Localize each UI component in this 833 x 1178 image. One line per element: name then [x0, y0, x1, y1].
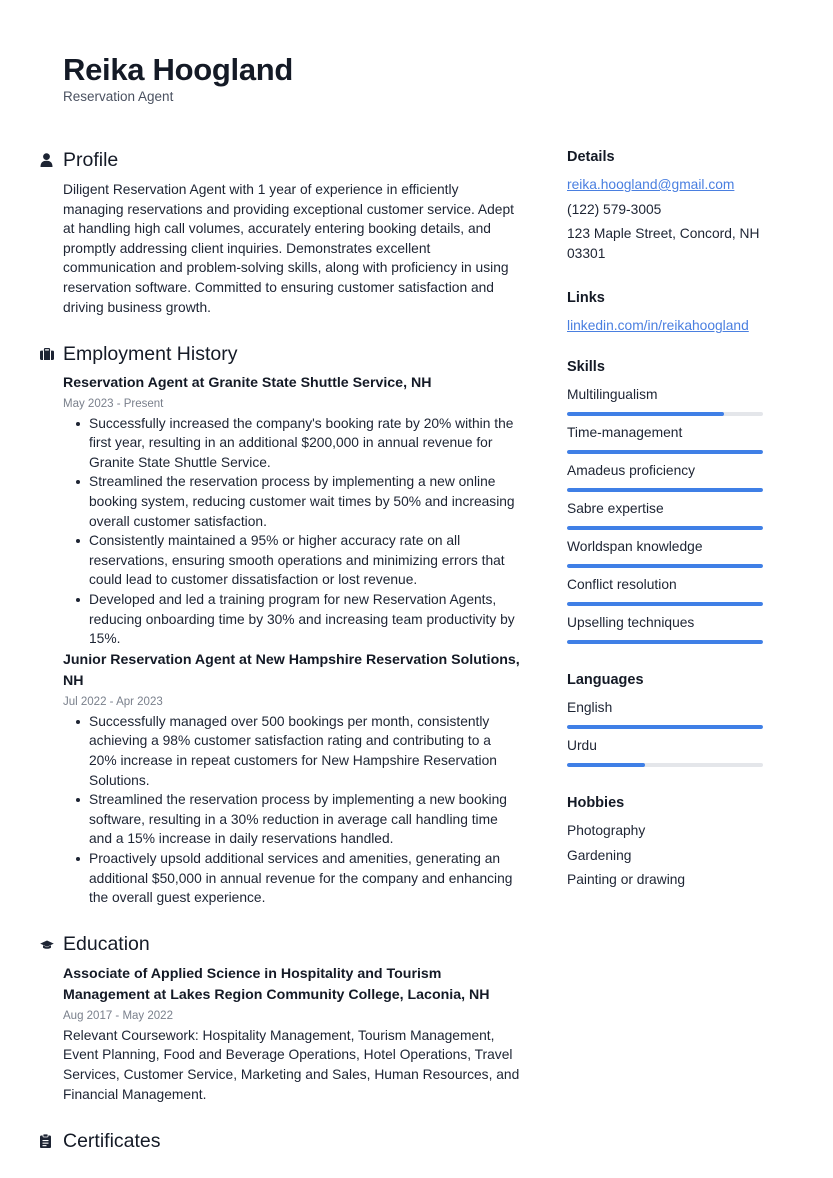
languages-list — [567, 696, 765, 772]
skill-level-bar — [567, 640, 763, 644]
certificates-section — [40, 1127, 522, 1155]
list-item: Consistently maintained a 95% or higher accuracy rate on all reservations, ensuring smooth operations and minimizing errors that could lead to customer dissatisfaction or lost revenue. — [89, 531, 522, 590]
languages-heading: Languages — [567, 671, 644, 688]
skill-label: Time-management — [567, 424, 683, 440]
skill-label: Sabre expertise — [567, 500, 664, 516]
language-level-bar — [567, 763, 763, 767]
employment-section — [40, 340, 522, 908]
main-column — [40, 146, 522, 1155]
profile-text: Diligent Reservation Agent with 1 year of experience in efficiently managing reservations and providing exceptional customer service. Adept at handling high call volumes, accurately entering booking details, and promptly addressing client inquiries. Demonstrates excellent communication and problem-solving skills, along with proficiency in using reservation software. Committed to ensuring customer satisfaction and driving business growth. — [63, 182, 514, 315]
skills-list — [567, 383, 765, 649]
list-item: Developed and led a training program for new Reservation Agents, reducing onboarding time by 30% and increasing team productivity by 15%. — [89, 590, 522, 649]
skills-section — [567, 356, 765, 649]
education-heading — [40, 931, 522, 959]
person-icon — [40, 153, 63, 167]
certificates-heading — [40, 1127, 522, 1155]
profile-heading — [40, 146, 522, 174]
skill-level-fill — [567, 450, 763, 454]
hobby-item: Gardening — [567, 847, 632, 863]
hobbies-heading: Hobbies — [567, 794, 625, 811]
job-title: Junior Reservation Agent at New Hampshire Reservation Solutions, NH — [63, 651, 520, 690]
skill-item — [567, 611, 765, 649]
skill-level-fill — [567, 640, 763, 644]
graduation-cap-icon — [40, 940, 63, 950]
language-item — [567, 696, 765, 734]
skill-level-fill — [567, 564, 763, 568]
skill-item — [567, 535, 765, 573]
profile-title: Profile — [63, 148, 119, 171]
skill-label: Multilingualism — [567, 386, 658, 402]
skill-item — [567, 421, 765, 459]
languages-section — [567, 669, 765, 772]
language-level-bar — [567, 725, 763, 729]
education-title: Education — [63, 933, 150, 956]
skill-level-bar — [567, 488, 763, 492]
sidebar — [567, 146, 765, 893]
language-label: Urdu — [567, 737, 597, 753]
job-dates: Jul 2022 - Apr 2023 — [63, 695, 163, 708]
skill-item — [567, 573, 765, 611]
address-text: 123 Maple Street, Concord, NH 03301 — [567, 226, 760, 261]
job-bullets — [63, 712, 522, 908]
employment-title: Employment History — [63, 342, 238, 365]
skill-label: Worldspan knowledge — [567, 538, 703, 554]
skill-level-bar — [567, 412, 763, 416]
skill-label: Conflict resolution — [567, 576, 677, 592]
list-item: Successfully increased the company's booking rate by 20% within the first year, resulting in an additional $200,000 in annual revenue for Granite State Shuttle Service. — [89, 414, 522, 473]
skill-level-fill — [567, 488, 763, 492]
language-level-fill — [567, 763, 645, 767]
links-section — [567, 287, 765, 339]
skill-item — [567, 459, 765, 497]
skill-level-bar — [567, 564, 763, 568]
language-level-fill — [567, 725, 763, 729]
skill-level-fill — [567, 602, 763, 606]
hobby-item: Painting or drawing — [567, 872, 686, 888]
hobbies-section — [567, 792, 765, 893]
education-title-entry: Associate of Applied Science in Hospitality and Tourism Management at Lakes Region Community College, Laconia, NH — [63, 965, 490, 1004]
skill-level-bar — [567, 450, 763, 454]
linkedin-link[interactable]: linkedin.com/in/reikahoogland — [567, 318, 749, 334]
skill-item — [567, 383, 765, 421]
resume-header — [63, 52, 293, 104]
job-entry — [63, 373, 522, 649]
candidate-name: Reika Hoogland — [63, 52, 294, 87]
list-item: Streamlined the reservation process by implementing a new online booking system, reducing customer wait times by 50% and increasing overall customer satisfaction. — [89, 472, 522, 531]
phone-text: (122) 579-3005 — [567, 201, 662, 217]
links-heading: Links — [567, 290, 605, 307]
candidate-role: Reservation Agent — [63, 89, 174, 104]
skills-heading: Skills — [567, 358, 605, 375]
skill-label: Upselling techniques — [567, 614, 695, 630]
briefcase-icon — [40, 348, 63, 360]
list-item: Proactively upsold additional services and amenities, generating an additional $50,000 in annual revenue for the company and enhancing the overall guest experience. — [89, 849, 522, 908]
language-item — [567, 734, 765, 772]
details-heading: Details — [567, 149, 615, 165]
education-section — [40, 931, 522, 1104]
education-text: Relevant Coursework: Hospitality Management, Tourism Management, Event Planning, Food and Beverage Operations, Hotel Operations, Travel Services, Customer Service, Marketing and Sales, Human Resources, and Financial Management. — [63, 1027, 520, 1102]
employment-heading — [40, 340, 522, 368]
language-label: English — [567, 699, 613, 715]
job-bullets — [63, 414, 522, 649]
profile-section — [40, 146, 522, 317]
skill-level-bar — [567, 602, 763, 606]
job-dates: May 2023 - Present — [63, 397, 164, 410]
hobby-item: Photography — [567, 822, 646, 838]
skill-label: Amadeus proficiency — [567, 462, 696, 478]
details-section — [567, 146, 765, 263]
list-item: Successfully managed over 500 bookings per month, consistently achieving a 98% customer satisfaction rating and contributing to a 20% increase in repeat customers for New Hampshire Reservation Solutions. — [89, 712, 522, 790]
job-title: Reservation Agent at Granite State Shuttle Service, NH — [63, 375, 432, 392]
education-dates: Aug 2017 - May 2022 — [63, 1009, 173, 1022]
certificates-title: Certificates — [63, 1129, 161, 1152]
clipboard-icon — [40, 1134, 63, 1148]
email-link[interactable]: reika.hoogland@gmail.com — [567, 177, 735, 192]
skill-level-bar — [567, 526, 763, 530]
skill-level-fill — [567, 526, 763, 530]
job-entry — [63, 650, 522, 908]
skill-item — [567, 497, 765, 535]
list-item: Streamlined the reservation process by implementing a new booking software, resulting in a 30% reduction in average call handling time and a 15% increase in daily reservations handled. — [89, 790, 522, 849]
skill-level-fill — [567, 412, 724, 416]
